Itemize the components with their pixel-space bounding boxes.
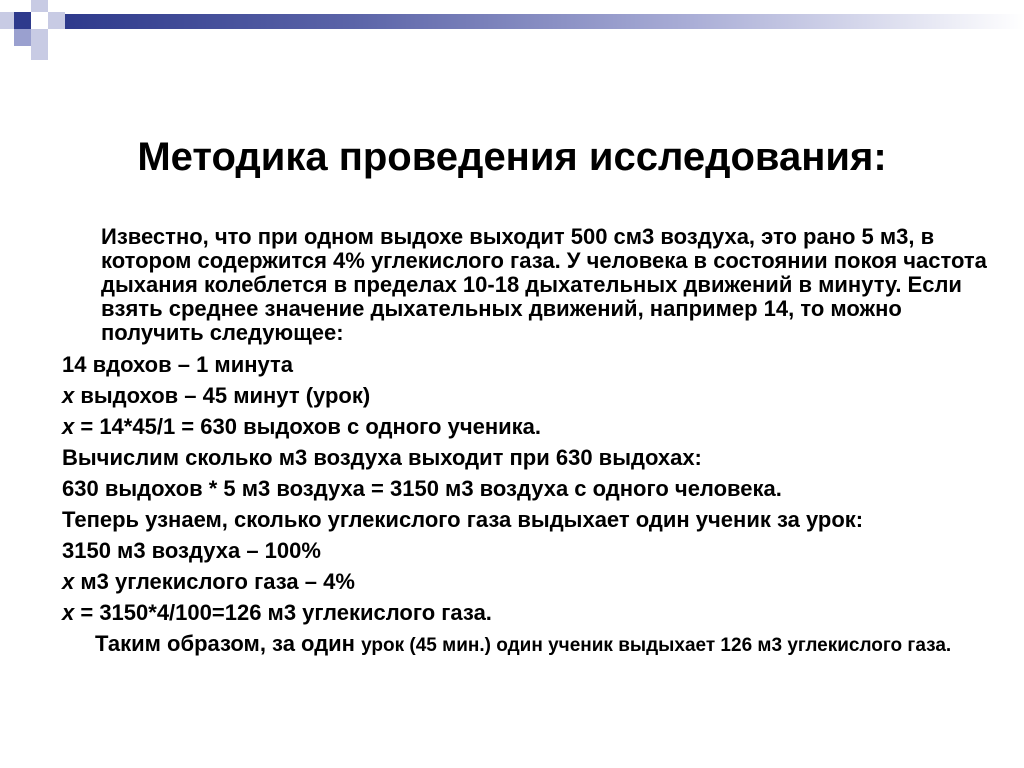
corner-square — [31, 46, 48, 60]
calc-line-text: = 3150*4/100=126 м3 углекислого газа. — [74, 600, 492, 625]
calc-line — [62, 446, 992, 470]
corner-square — [0, 12, 14, 29]
conclusion-paragraph — [62, 632, 992, 658]
calc-line — [62, 508, 992, 532]
calc-line-text: 3150 м3 воздуха – 100% — [62, 538, 321, 563]
conclusion-text-small: урок (45 мин.) один ученик выдыхает 126 м3 углекислого газа. — [361, 635, 952, 656]
conclusion-text-large: Таким образом, за один — [95, 631, 362, 656]
corner-square — [14, 29, 31, 46]
calc-line-text: Вычислим сколько м3 воздуха выходит при 630 выдохах: — [62, 445, 702, 470]
intro-paragraph: Известно, что при одном выдохе выходит 500 см3 воздуха, это рано 5 м3, в котором содержится 4% углекислого газа. У человека в состоянии покоя частота дыхания колеблется в пределах 10-18 дыхательных движений в минуту. Если взять среднее значение дыхательных движений, например 14, то можно получить следующее: — [101, 224, 987, 345]
corner-square — [31, 0, 48, 12]
corner-square — [14, 12, 31, 29]
variable-x: х — [62, 569, 75, 594]
calc-line-text: выдохов – 45 минут (урок) — [74, 383, 371, 408]
calc-line — [62, 477, 992, 501]
variable-x: х — [62, 383, 75, 408]
corner-square — [48, 12, 65, 29]
variable-x: х — [62, 414, 75, 439]
calc-line — [62, 539, 992, 563]
calc-line-text: м3 углекислого газа – 4% — [74, 569, 355, 594]
calc-line — [62, 415, 992, 439]
slide-body — [62, 225, 992, 658]
calc-line-text: = 14*45/1 = 630 выдохов с одного ученика. — [74, 414, 542, 439]
calc-line-text: 630 выдохов * 5 м3 воздуха = 3150 м3 воздуха с одного человека. — [62, 476, 782, 501]
variable-x: х — [62, 600, 75, 625]
calc-line — [62, 384, 992, 408]
corner-square — [31, 29, 48, 46]
corner-square — [31, 12, 48, 29]
corner-square — [48, 29, 65, 46]
calc-line — [62, 570, 992, 594]
calc-line — [62, 353, 992, 377]
calc-line — [62, 601, 992, 625]
calc-line-text: Теперь узнаем, сколько углекислого газа выдыхает один ученик за урок: — [62, 507, 864, 532]
calc-line-text: 14 вдохов – 1 минута — [62, 352, 294, 377]
header-gradient-bar — [65, 14, 1024, 29]
slide-title: Методика проведения исследования: — [137, 134, 887, 179]
